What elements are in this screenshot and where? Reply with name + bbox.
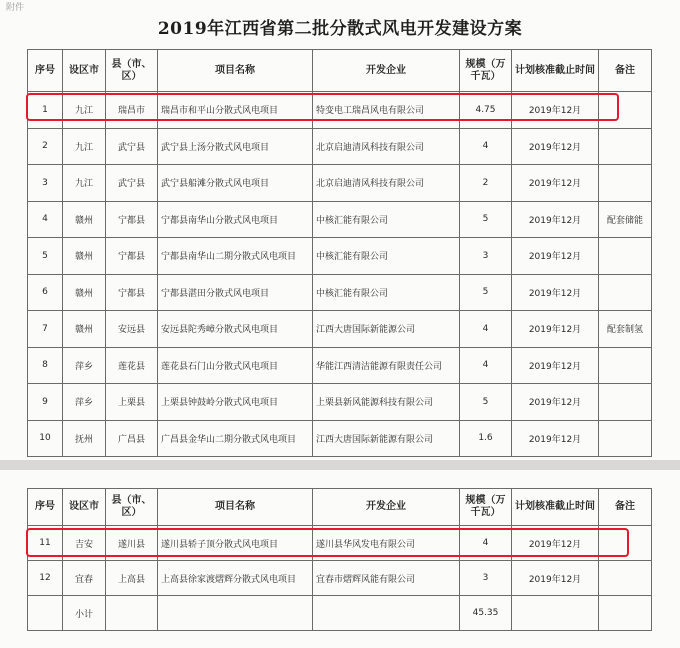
- cell-scale: 4: [460, 347, 512, 384]
- cell-note: [599, 347, 652, 384]
- cell-note: [599, 165, 652, 202]
- header-company: 开发企业: [313, 489, 460, 526]
- header-deadline: 计划核准截止时间: [512, 489, 599, 526]
- header-seq: 序号: [28, 489, 63, 526]
- cell-county: 武宁县: [106, 128, 158, 165]
- cell-company: 江西大唐国际新能源公司: [313, 311, 460, 348]
- cell-scale: 2: [460, 165, 512, 202]
- cell-project: 上栗县钟鼓岭分散式风电项目: [158, 384, 313, 421]
- cell-deadline: 2019年12月: [512, 92, 599, 129]
- table-row: [28, 561, 652, 596]
- header-note: 备注: [599, 489, 652, 526]
- document-title: 2019年江西省第二批分散式风电开发建设方案: [157, 19, 523, 39]
- cell-county: 宁都县: [106, 274, 158, 311]
- cell-city: 萍乡: [63, 347, 106, 384]
- table-header-row: [28, 50, 652, 92]
- cell-project: 宁都县湛田分散式风电项目: [158, 274, 313, 311]
- cell-project: 宁都县南华山二期分散式风电项目: [158, 238, 313, 275]
- cell-city: 九江: [63, 165, 106, 202]
- cell-city: 赣州: [63, 238, 106, 275]
- header-project: 项目名称: [158, 50, 313, 92]
- cell-city: 赣州: [63, 311, 106, 348]
- cell-project: 武宁县上汤分散式风电项目: [158, 128, 313, 165]
- header-county: 县（市、区）: [106, 489, 158, 526]
- project-table-2: [27, 488, 652, 631]
- cell-deadline: 2019年12月: [512, 274, 599, 311]
- cell-note: [599, 420, 652, 457]
- table-row: [28, 420, 652, 457]
- table-row: [28, 311, 652, 348]
- table-row: [28, 165, 652, 202]
- header-city: 设区市: [63, 489, 106, 526]
- cell-note: 配套储能: [599, 201, 652, 238]
- corner-mark: 附件: [6, 3, 25, 13]
- cell-city: 赣州: [63, 274, 106, 311]
- cell-project: 武宁县船滩分散式风电项目: [158, 165, 313, 202]
- cell-scale: 4: [460, 526, 512, 561]
- table-row: [28, 201, 652, 238]
- cell-company: 华能江西清洁能源有限责任公司: [313, 347, 460, 384]
- cell-deadline: 2019年12月: [512, 201, 599, 238]
- cell-company: 特变电工瑞昌风电有限公司: [313, 92, 460, 129]
- cell-seq: 10: [28, 420, 63, 457]
- cell-city: 抚州: [63, 420, 106, 457]
- cell-note: [599, 238, 652, 275]
- cell-project: 宁都县南华山分散式风电项目: [158, 201, 313, 238]
- table-row: [28, 384, 652, 421]
- cell-seq: [28, 596, 63, 631]
- cell-city: 吉安: [63, 526, 106, 561]
- cell-note: [599, 561, 652, 596]
- cell-note: [599, 128, 652, 165]
- table-header-row: [28, 489, 652, 526]
- cell-deadline: 2019年12月: [512, 311, 599, 348]
- cell-deadline: 2019年12月: [512, 128, 599, 165]
- header-scale: 规模（万千瓦）: [460, 489, 512, 526]
- cell-deadline: 2019年12月: [512, 561, 599, 596]
- cell-county: [106, 596, 158, 631]
- cell-project: 广昌县金华山二期分散式风电项目: [158, 420, 313, 457]
- cell-project: [158, 596, 313, 631]
- cell-seq: 5: [28, 238, 63, 275]
- table-row: [28, 128, 652, 165]
- cell-deadline: 2019年12月: [512, 238, 599, 275]
- header-seq: 序号: [28, 50, 63, 92]
- cell-seq: 2: [28, 128, 63, 165]
- table-row: [28, 238, 652, 275]
- subtotal-label: 小计: [63, 596, 106, 631]
- cell-scale: 3: [460, 561, 512, 596]
- cell-seq: 7: [28, 311, 63, 348]
- cell-county: 武宁县: [106, 165, 158, 202]
- header-county: 县（市、区）: [106, 50, 158, 92]
- cell-seq: 9: [28, 384, 63, 421]
- subtotal-row: [28, 596, 652, 631]
- header-project: 项目名称: [158, 489, 313, 526]
- cell-deadline: [512, 596, 599, 631]
- cell-deadline: 2019年12月: [512, 420, 599, 457]
- cell-deadline: 2019年12月: [512, 384, 599, 421]
- cell-company: 遂川县华风发电有限公司: [313, 526, 460, 561]
- cell-scale: 5: [460, 384, 512, 421]
- cell-city: 萍乡: [63, 384, 106, 421]
- cell-project: 瑞昌市和平山分散式风电项目: [158, 92, 313, 129]
- cell-county: 莲花县: [106, 347, 158, 384]
- cell-note: [599, 596, 652, 631]
- cell-city: 宜春: [63, 561, 106, 596]
- cell-project: 安远县陀秀嶂分散式风电项目: [158, 311, 313, 348]
- header-deadline: 计划核准截止时间: [512, 50, 599, 92]
- cell-city: 九江: [63, 92, 106, 129]
- table-row: [28, 347, 652, 384]
- cell-county: 广昌县: [106, 420, 158, 457]
- cell-note: [599, 384, 652, 421]
- header-city: 设区市: [63, 50, 106, 92]
- cell-company: 北京启迪清风科技有限公司: [313, 165, 460, 202]
- cell-city: 九江: [63, 128, 106, 165]
- cell-company: 宜春市熠辉风能有限公司: [313, 561, 460, 596]
- cell-county: 上栗县: [106, 384, 158, 421]
- cell-scale: 4: [460, 311, 512, 348]
- cell-seq: 11: [28, 526, 63, 561]
- cell-company: 江西大唐国际新能源有限公司: [313, 420, 460, 457]
- cell-county: 宁都县: [106, 238, 158, 275]
- highlight-box-row-11: [26, 528, 629, 557]
- cell-county: 上高县: [106, 561, 158, 596]
- cell-county: 遂川县: [106, 526, 158, 561]
- cell-project: 上高县徐家渡熠辉分散式风电项目: [158, 561, 313, 596]
- cell-scale: 5: [460, 201, 512, 238]
- cell-county: 瑞昌市: [106, 92, 158, 129]
- cell-seq: 8: [28, 347, 63, 384]
- cell-county: 宁都县: [106, 201, 158, 238]
- cell-seq: 4: [28, 201, 63, 238]
- cell-project: 莲花县石门山分散式风电项目: [158, 347, 313, 384]
- cell-company: 中核汇能有限公司: [313, 201, 460, 238]
- highlight-box-row-1: [26, 93, 619, 121]
- cell-scale: 5: [460, 274, 512, 311]
- cell-scale: 4.75: [460, 92, 512, 129]
- header-note: 备注: [599, 50, 652, 92]
- cell-note: 配套制氢: [599, 311, 652, 348]
- header-company: 开发企业: [313, 50, 460, 92]
- cell-scale: 4: [460, 128, 512, 165]
- cell-company: [313, 596, 460, 631]
- cell-seq: 6: [28, 274, 63, 311]
- cell-project: 遂川县轿子顶分散式风电项目: [158, 526, 313, 561]
- page-gap: [0, 460, 680, 470]
- cell-city: 赣州: [63, 201, 106, 238]
- cell-company: 中核汇能有限公司: [313, 238, 460, 275]
- header-scale: 规模（万千瓦）: [460, 50, 512, 92]
- cell-deadline: 2019年12月: [512, 165, 599, 202]
- cell-scale: 1.6: [460, 420, 512, 457]
- cell-seq: 1: [28, 92, 63, 129]
- subtotal-scale: 45.35: [460, 596, 512, 631]
- cell-seq: 3: [28, 165, 63, 202]
- cell-note: [599, 274, 652, 311]
- table-row: [28, 274, 652, 311]
- cell-county: 安远县: [106, 311, 158, 348]
- cell-deadline: 2019年12月: [512, 347, 599, 384]
- cell-scale: 3: [460, 238, 512, 275]
- cell-company: 中核汇能有限公司: [313, 274, 460, 311]
- cell-seq: 12: [28, 561, 63, 596]
- cell-company: 上栗县新风能源科技有限公司: [313, 384, 460, 421]
- cell-company: 北京启迪清风科技有限公司: [313, 128, 460, 165]
- cell-deadline: 2019年12月: [512, 526, 599, 561]
